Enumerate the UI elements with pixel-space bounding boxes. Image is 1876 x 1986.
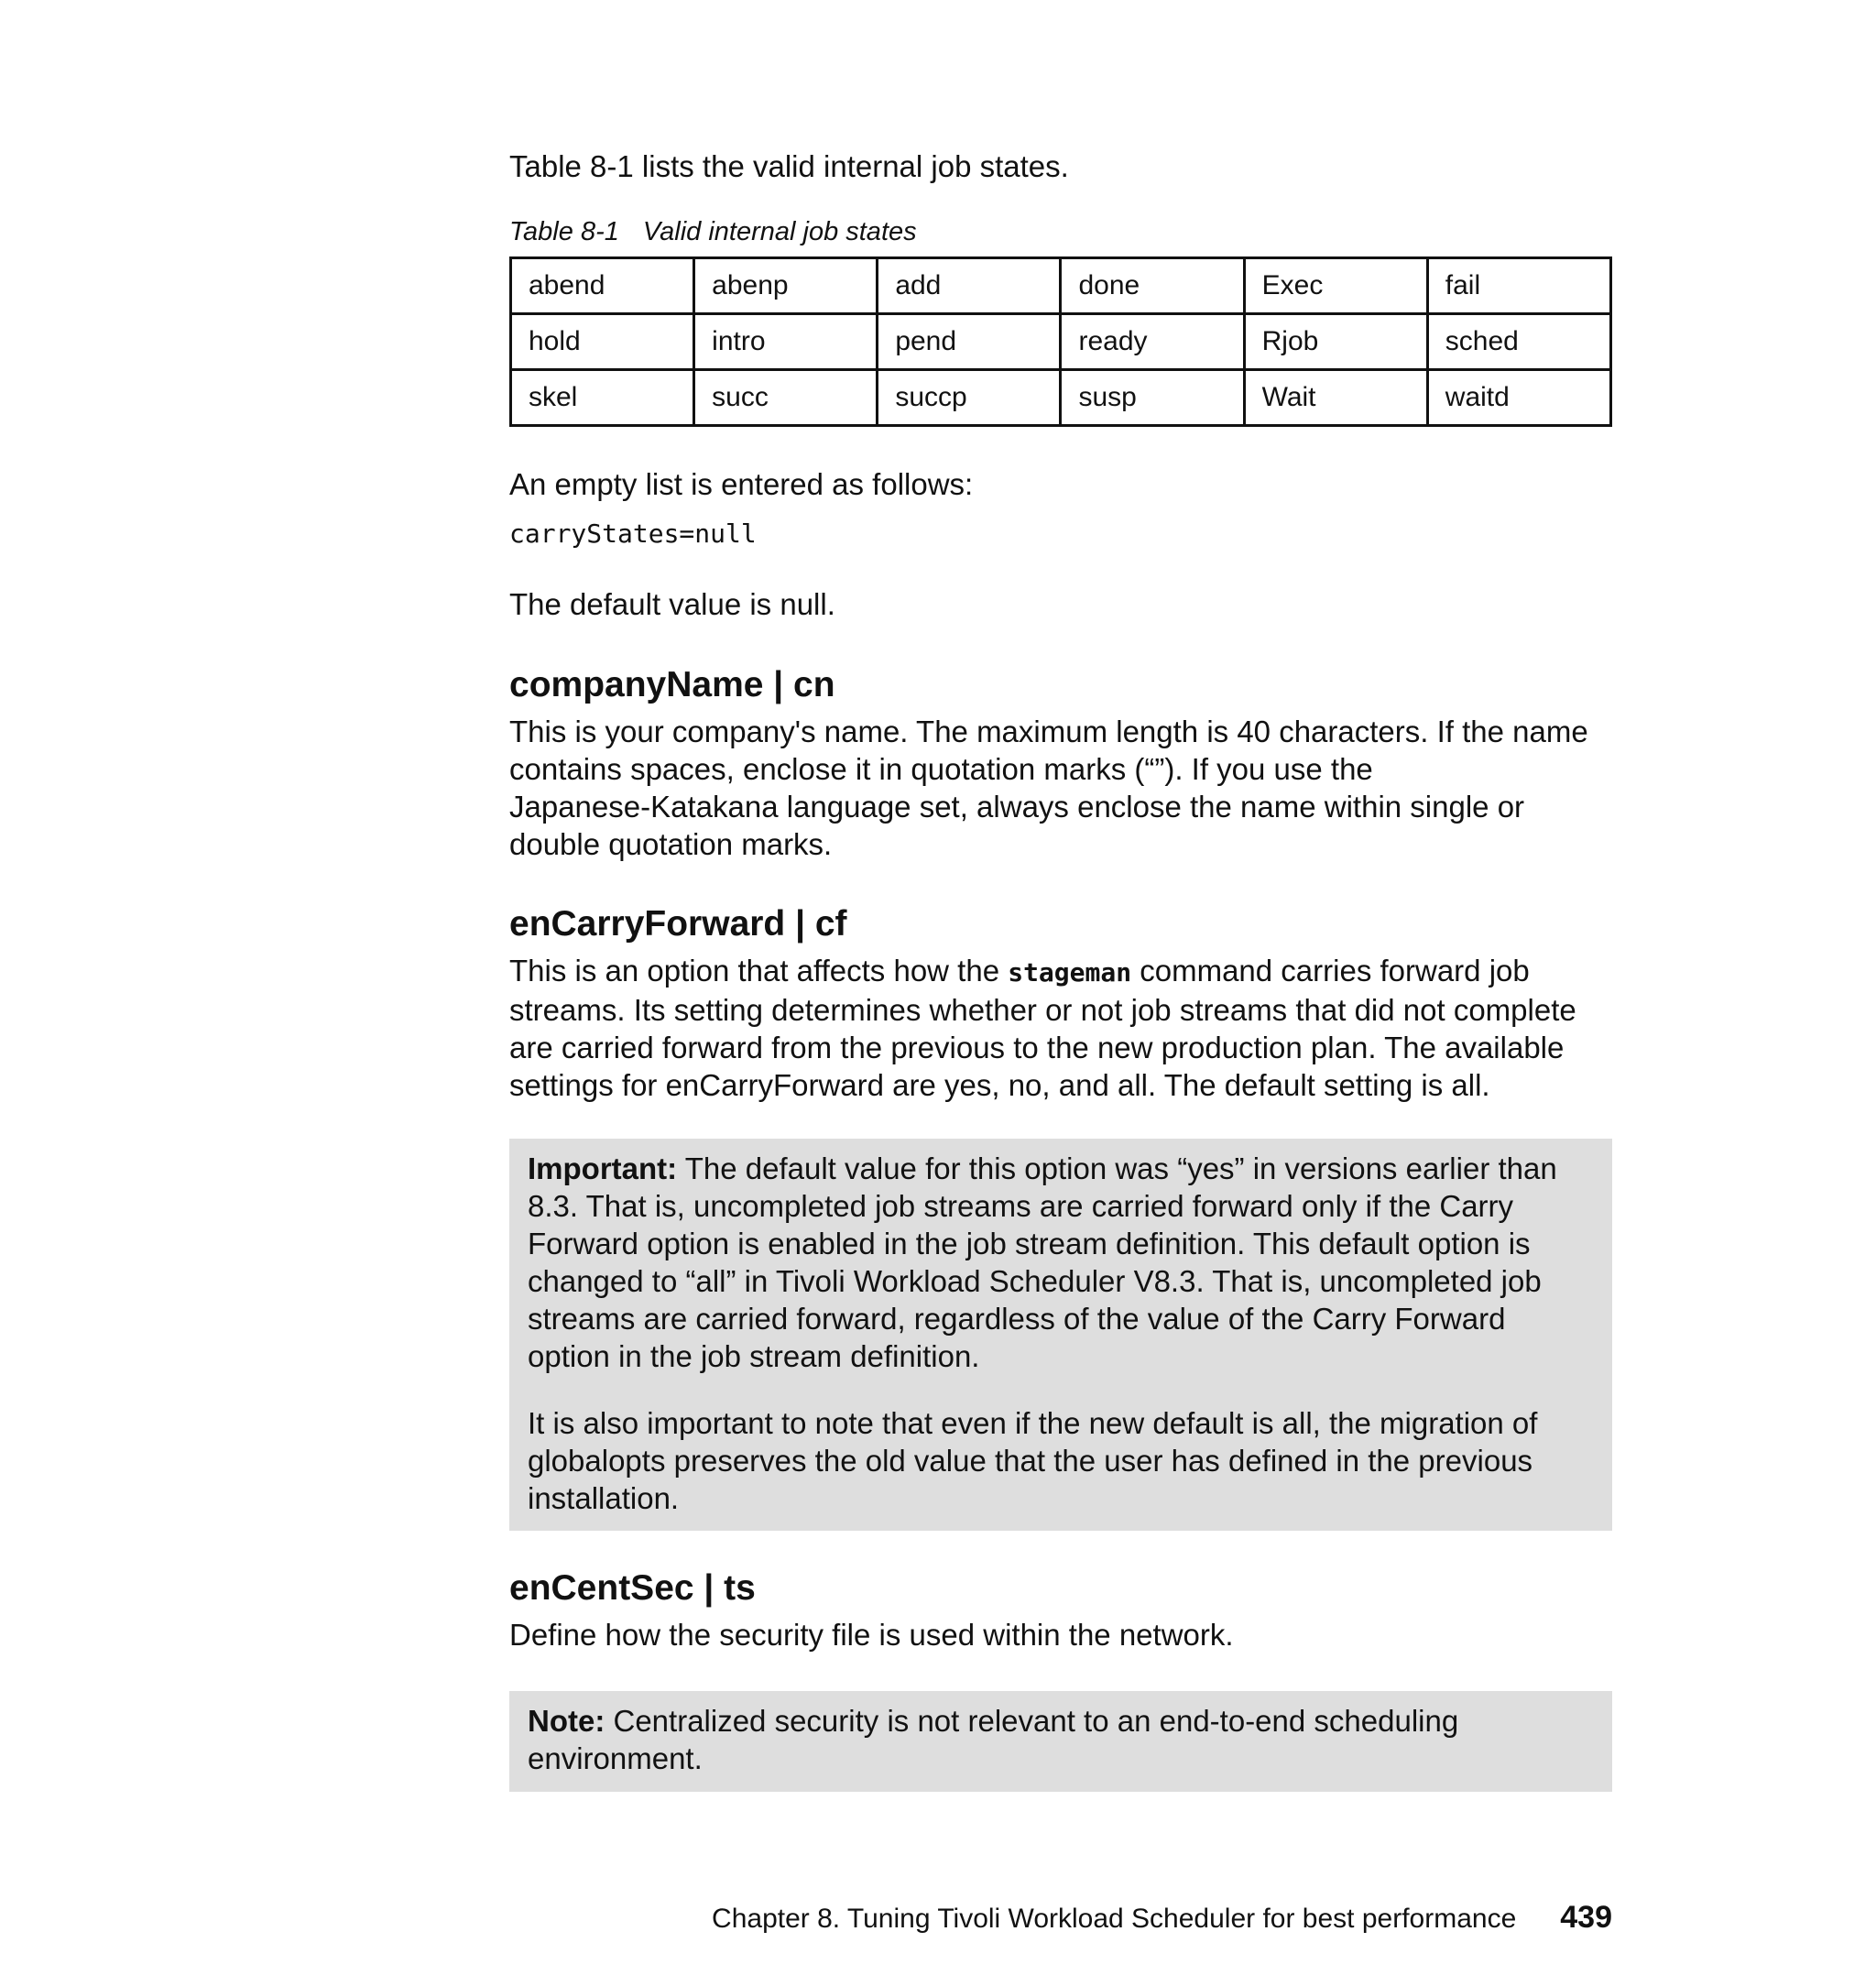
table-cell: Wait: [1244, 370, 1427, 426]
table-cell: fail: [1427, 258, 1610, 314]
paragraph-line: are carried forward from the previous to the new production plan. The available: [509, 1031, 1565, 1064]
paragraph-line: installation.: [528, 1481, 680, 1515]
paragraph-line: changed to “all” in Tivoli Workload Scheduler V8.3. That is, uncompleted job: [528, 1264, 1542, 1298]
table-cell: hold: [511, 314, 694, 370]
paragraph-line: [509, 952, 1576, 991]
code-example: carryStates=null: [509, 518, 757, 549]
table-row: [511, 370, 1611, 426]
paragraph-line: [528, 1150, 1594, 1187]
table-cell: succp: [878, 370, 1061, 426]
note-label: Note:: [528, 1704, 605, 1738]
table-cell: ready: [1061, 314, 1244, 370]
paragraph-line: [528, 1702, 1594, 1740]
table-cell: abenp: [694, 258, 878, 314]
en-carry-forward-paragraph: [509, 952, 1576, 1104]
paragraph-line: contains spaces, enclose it in quotation marks (“”). If you use the: [509, 752, 1373, 786]
text-run: This is an option that affects how the: [509, 954, 1009, 988]
table-cell: Rjob: [1244, 314, 1427, 370]
paragraph-line: settings for enCarryForward are yes, no, and all. The default setting is all.: [509, 1068, 1490, 1102]
paragraph-line: environment.: [528, 1741, 703, 1775]
table-cell: succ: [694, 370, 878, 426]
text-run: command carries forward job: [1131, 954, 1530, 988]
job-states-table: [509, 256, 1612, 427]
en-cent-sec-paragraph: Define how the security file is used within the network.: [509, 1618, 1234, 1652]
table-cell: intro: [694, 314, 878, 370]
table-cell: sched: [1427, 314, 1610, 370]
note-paragraph: [528, 1150, 1594, 1375]
table-caption-number: Table 8-1: [509, 217, 619, 246]
text-run: The default value for this option was “yes” in versions earlier than: [677, 1151, 1557, 1185]
paragraph-line: This is your company's name. The maximum length is 40 characters. If the name: [509, 715, 1588, 748]
table-cell: susp: [1061, 370, 1244, 426]
chapter-title: Chapter 8. Tuning Tivoli Workload Scheduler for best performance: [712, 1904, 1517, 1934]
important-label: Important:: [528, 1151, 678, 1185]
note-box: [509, 1691, 1612, 1792]
table-cell: add: [878, 258, 1061, 314]
intro-paragraph: Table 8-1 lists the valid internal job states.: [509, 149, 1069, 183]
paragraph-line: Japanese-Katakana language set, always enclose the name within single or: [509, 790, 1525, 824]
table-cell: Exec: [1244, 258, 1427, 314]
paragraph-line: double quotation marks.: [509, 827, 833, 861]
paragraph-line: globalopts preserves the old value that the user has defined in the previous: [528, 1444, 1533, 1478]
empty-list-paragraph: An empty list is entered as follows:: [509, 467, 974, 501]
stageman-command: stageman: [1008, 957, 1132, 988]
paragraph-line: 8.3. That is, uncompleted job streams are carried forward only if the Carry: [528, 1189, 1514, 1223]
table-caption-title: Valid internal job states: [642, 217, 917, 246]
company-name-paragraph: [509, 713, 1588, 863]
paragraph-line: streams. Its setting determines whether or not job streams that did not complete: [509, 993, 1576, 1027]
page-footer: [509, 1900, 1612, 1936]
default-null-paragraph: The default value is null.: [509, 587, 835, 621]
table-cell: waitd: [1427, 370, 1610, 426]
paragraph-line: It is also important to note that even if the new default is all, the migration of: [528, 1406, 1538, 1440]
en-carry-forward-heading: enCarryForward | cf: [509, 904, 847, 944]
text-run: Centralized security is not relevant to an end-to-end scheduling: [605, 1704, 1459, 1738]
table-caption: [509, 217, 917, 247]
table-cell: abend: [511, 258, 694, 314]
table-row: [511, 258, 1611, 314]
table-cell: pend: [878, 314, 1061, 370]
en-cent-sec-heading: enCentSec | ts: [509, 1568, 756, 1608]
table-cell: done: [1061, 258, 1244, 314]
note-paragraph: [528, 1404, 1594, 1517]
company-name-heading: companyName | cn: [509, 665, 835, 704]
paragraph-line: option in the job stream definition.: [528, 1339, 980, 1373]
table-cell: skel: [511, 370, 694, 426]
paragraph-line: streams are carried forward, regardless of the value of the Carry Forward: [528, 1302, 1506, 1336]
important-note-box: [509, 1139, 1612, 1531]
paragraph-line: Forward option is enabled in the job stream definition. This default option is: [528, 1227, 1531, 1260]
table-row: [511, 314, 1611, 370]
page-number: 439: [1560, 1900, 1612, 1935]
